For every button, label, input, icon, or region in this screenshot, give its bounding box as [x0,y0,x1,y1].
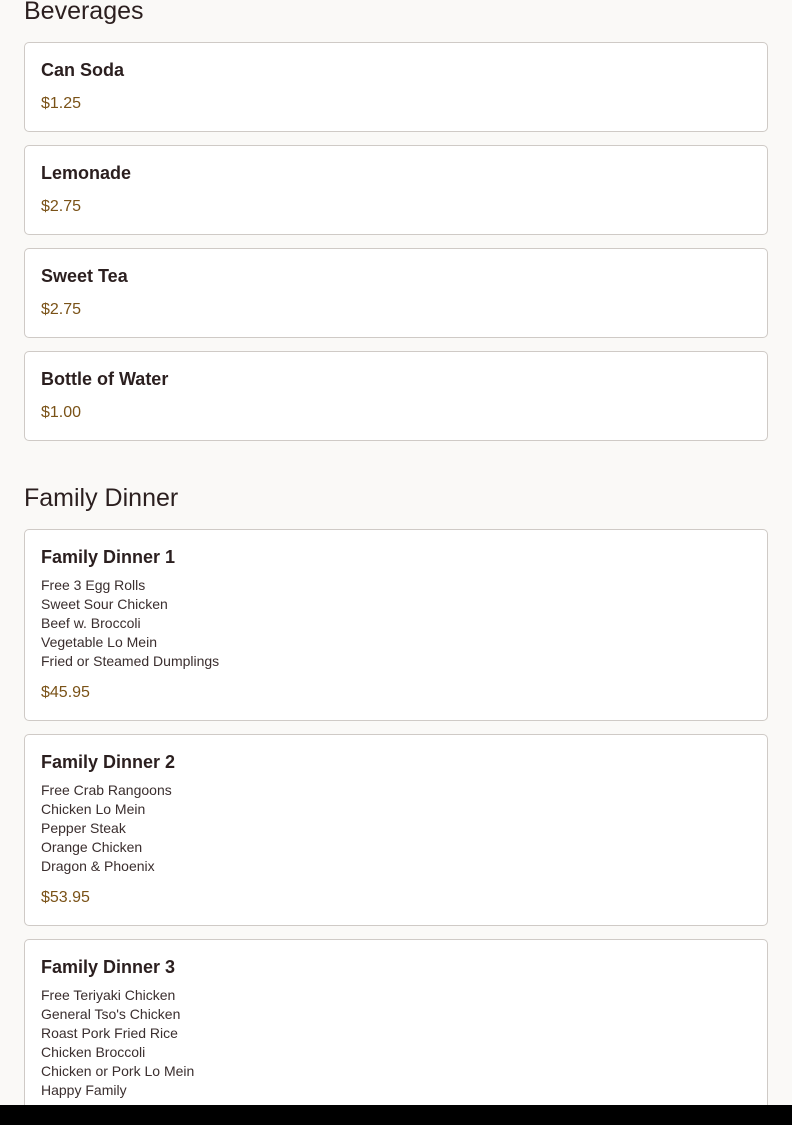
item-description-line: Dragon & Phoenix [41,858,155,874]
item-description-line: Happy Family [41,1082,127,1098]
item-name: Family Dinner 3 [41,957,176,977]
item-description-line: General Tso's Chicken [41,1006,181,1022]
item-description-line: Orange Chicken [41,839,143,855]
item-description-line: Pepper Steak [41,820,126,836]
item-description [41,986,751,1100]
item-description-line: Free 3 Egg Rolls [41,577,146,593]
item-description-line: Roast Pork Fried Rice [41,1025,178,1041]
item-description-line: Fried or Steamed Dumplings [41,653,220,669]
item-price: $45.95 [41,684,90,701]
item-description [41,576,751,671]
item-name: Family Dinner 1 [41,547,176,567]
item-name: Family Dinner 2 [41,752,176,772]
item-description-line: Chicken Lo Mein [41,801,146,817]
section-family-dinner [24,481,768,1105]
menu-item-card[interactable] [24,939,768,1105]
menu-item-card[interactable] [24,248,768,338]
section-title: Family Dinner [24,484,179,512]
menu-content [24,0,768,1105]
item-name: Can Soda [41,60,125,80]
menu-item-card[interactable] [24,734,768,926]
item-description-line: Free Crab Rangoons [41,782,172,798]
item-price: $53.95 [41,889,90,906]
menu-item-card[interactable] [24,42,768,132]
menu-item-card[interactable] [24,529,768,721]
section-title: Beverages [24,0,144,25]
item-price: $1.25 [41,95,82,112]
item-description-line: Vegetable Lo Mein [41,634,157,650]
menu-item-card[interactable] [24,351,768,441]
item-description-line: Sweet Sour Chicken [41,596,168,612]
item-description-line: Chicken or Pork Lo Mein [41,1063,195,1079]
item-description-line: Chicken Broccoli [41,1044,146,1060]
item-name: Sweet Tea [41,266,128,286]
item-name: Lemonade [41,163,132,183]
item-price: $1.00 [41,404,82,421]
item-price: $2.75 [41,301,82,318]
item-description-line: Beef w. Broccoli [41,615,141,631]
section-beverages [24,0,768,441]
item-name: Bottle of Water [41,369,169,389]
bottom-black-bar [0,1105,792,1125]
item-description-line: Free Teriyaki Chicken [41,987,176,1003]
menu-item-card[interactable] [24,145,768,235]
item-price: $2.75 [41,198,82,215]
item-description [41,781,751,876]
